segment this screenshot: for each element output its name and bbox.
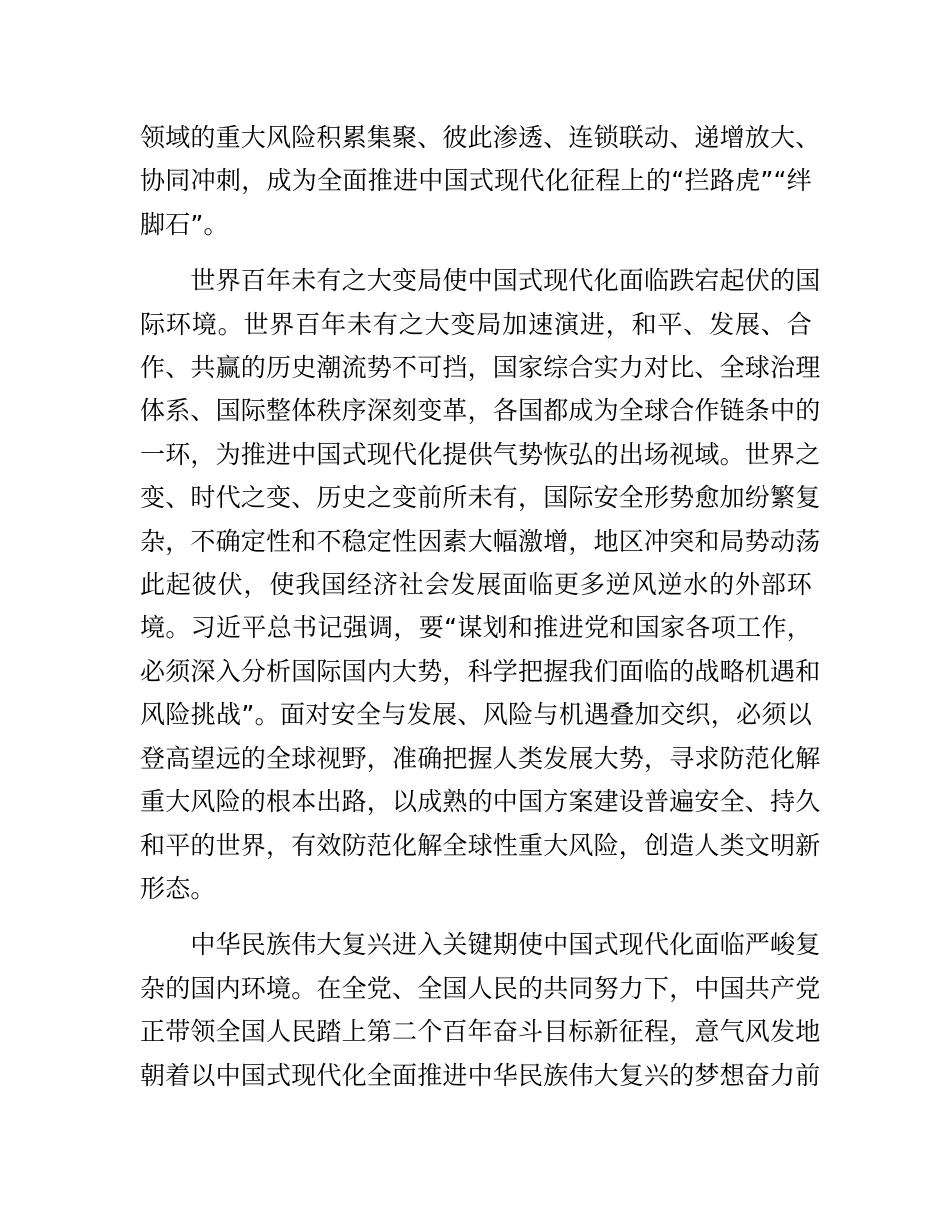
text-line: 领域的重大风险积累集聚、彼此渗透、连锁联动、递增放大、 bbox=[140, 123, 821, 152]
text-line: 此起彼伏，使我国经济社会发展面临更多逆风逆水的外部环 bbox=[140, 570, 812, 600]
text-line: 正带领全国人民踏上第二个百年奋斗目标新征程，意气风发地 bbox=[140, 1017, 821, 1047]
text-line: 作、共赢的历史潮流势不可挡，国家综合实力对比、全球治理 bbox=[140, 353, 821, 383]
text-line: 风险挑战”。面对安全与发展、风险与机遇叠加交织，必须以 bbox=[140, 700, 812, 730]
text-line: 变、时代之变、历史之变前所未有，国际安全形势愈加纷繁复 bbox=[140, 483, 821, 513]
text-line: 登高望远的全球视野，准确把握人类发展大势，寻求防范化解 bbox=[140, 743, 821, 773]
text-line: 际环境。世界百年未有之大变局加速演进，和平、发展、合 bbox=[140, 309, 812, 339]
text-line: 中华民族伟大复兴进入关键期使中国式现代化面临严峻复 bbox=[140, 930, 821, 960]
text-line: 协同冲刺，成为全面推进中国式现代化征程上的“拦路虎”“绊 bbox=[140, 166, 812, 196]
text-line: 杂，不确定性和不稳定性因素大幅激增，地区冲突和局势动荡 bbox=[140, 526, 821, 556]
text-line: 世界百年未有之大变局使中国式现代化面临跌宕起伏的国 bbox=[140, 266, 821, 296]
text-line: 境。习近平总书记强调，要“谋划和推进党和国家各项工作， bbox=[140, 613, 812, 643]
paragraph-3 bbox=[140, 923, 821, 1097]
paragraph-1 bbox=[140, 116, 821, 246]
text-line: 脚石”。 bbox=[140, 209, 229, 239]
text-line: 必须深入分析国际国内大势，科学把握我们面临的战略机遇和 bbox=[140, 656, 821, 686]
text-line: 一环，为推进中国式现代化提供气势恢弘的出场视域。世界之 bbox=[140, 439, 821, 469]
paragraph-2 bbox=[140, 259, 821, 910]
text-line: 重大风险的根本出路，以成熟的中国方案建设普遍安全、持久 bbox=[140, 787, 821, 817]
document-body bbox=[140, 116, 821, 1110]
text-line: 朝着以中国式现代化全面推进中华民族伟大复兴的梦想奋力前 bbox=[140, 1060, 821, 1090]
text-line: 杂的国内环境。在全党、全国人民的共同努力下，中国共产党 bbox=[140, 973, 821, 1003]
text-line: 和平的世界，有效防范化解全球性重大风险，创造人类文明新 bbox=[140, 830, 821, 860]
text-line: 体系、国际整体秩序深刻变革，各国都成为全球合作链条中的 bbox=[140, 396, 821, 426]
text-line: 形态。 bbox=[140, 873, 216, 903]
